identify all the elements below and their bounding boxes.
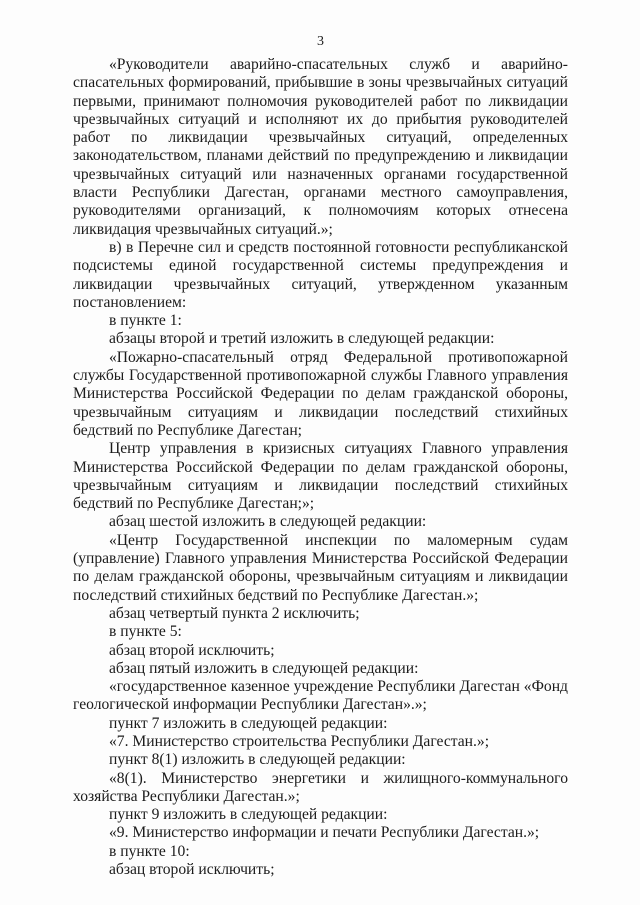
paragraph: «Руководители аварийно-спасательных служб и аварийно-спасательных формирований, прибывшие в зоны чрезвычайных ситуаций первыми, принимают полномочия руководителей работ по ликвидации чрезвычайных ситуаций и исполняют их до прибытия руководителей работ по ликвидации чрезвычайных ситуаций, определенных законодательством, планами действий по предупреждению и ликвидации чрезвычайных ситуаций или назначенных органами государственной власти Республики Дагестан, органами местного самоуправления, руководителями организаций, к полномочиям которых отнесена ликвидация чрезвычайных ситуаций.»; <box>73 56 568 238</box>
paragraph: «8(1). Министерство энергетики и жилищного-коммунального хозяйства Республики Дагестан.»; <box>73 769 568 805</box>
paragraph: в пункте 5: <box>109 623 182 641</box>
paragraph: абзац четвертый пункта 2 исключить; <box>109 604 360 622</box>
paragraph: «Пожарно-спасательный отряд Федеральной противопожарной службы Государственной противопожарной службы Главного управления Министерства Российской Федерации по делам гражданской обороны, чрезвычайным ситуациям и ликвидации последствий стихийных бедствий по Республике Дагестан; <box>73 348 568 439</box>
paragraph: абзац второй исключить; <box>109 641 275 659</box>
paragraph: в пункте 1: <box>109 312 182 330</box>
paragraph: пункт 7 изложить в следующей редакции: <box>109 714 388 732</box>
paragraph: Центр управления в кризисных ситуациях Главного управления Министерства Российской Федерации по делам гражданской обороны, чрезвычайным ситуациям и ликвидации последствий стихийных бедствий по Республике Дагестан;»; <box>73 440 568 513</box>
paragraph: «Центр Государственной инспекции по маломерным судам (управление) Главного управления Министерства Российской Федерации по делам гражданской обороны, чрезвычайным ситуациям и ликвидации последствий стихийных бедствий по Республике Дагестан.»; <box>73 531 568 604</box>
page-number: 3 <box>317 34 324 49</box>
paragraph: «9. Министерство информации и печати Республики Дагестан.»; <box>109 824 540 842</box>
paragraph: пункт 8(1) изложить в следующей редакции: <box>109 751 406 769</box>
paragraph: «7. Министерство строительства Республики Дагестан.»; <box>109 732 490 750</box>
document-body <box>73 56 568 879</box>
paragraph: «государственное казенное учреждение Республики Дагестан «Фонд геологической информации Республики Дагестан».»; <box>73 678 568 714</box>
paragraph: абзац второй исключить; <box>109 861 275 879</box>
paragraph: в пункте 10: <box>109 842 190 860</box>
paragraph: пункт 9 изложить в следующей редакции: <box>109 806 388 824</box>
paragraph: абзац пятый изложить в следующей редакции: <box>109 659 419 677</box>
paragraph: абзацы второй и третий изложить в следующей редакции: <box>109 330 495 348</box>
paragraph: абзац шестой изложить в следующей редакции: <box>109 513 427 531</box>
paragraph: в) в Перечне сил и средств постоянной готовности республиканской подсистемы единой государственной системы предупреждения и ликвидации чрезвычайных ситуаций, утвержденном указанным постановлением: <box>73 238 568 311</box>
